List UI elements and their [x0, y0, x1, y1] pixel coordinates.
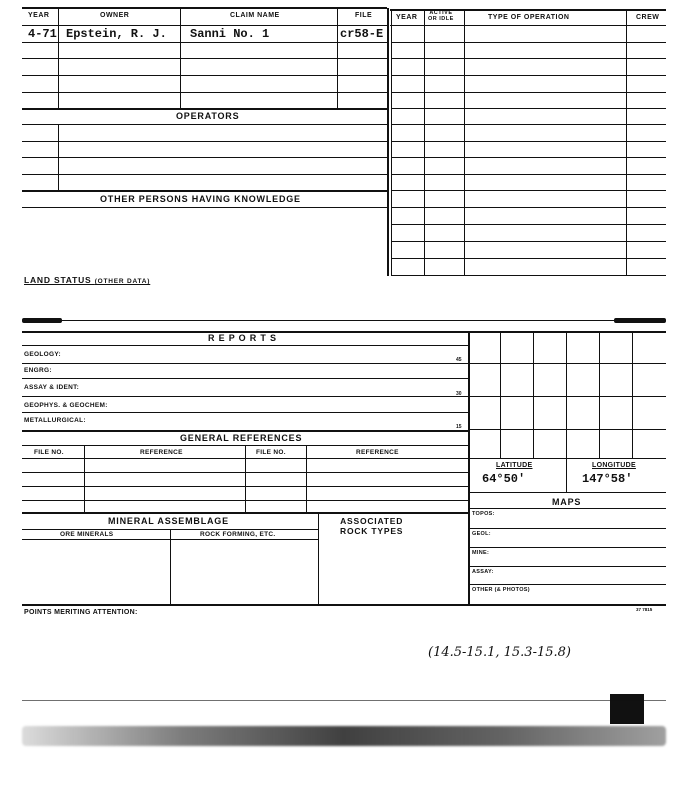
- row1-file: cr58-E: [340, 27, 384, 41]
- latitude-label: LATITUDE: [496, 462, 533, 469]
- header-crew: CREW: [636, 14, 660, 21]
- reports-heading: R E P O R T S: [208, 333, 277, 343]
- scan-noise-band: [22, 726, 666, 746]
- header-active-or-idle: [428, 10, 454, 22]
- rock-forming-label: ROCK FORMING, ETC.: [200, 531, 276, 538]
- gr-reference-1: REFERENCE: [140, 449, 183, 456]
- header-year: YEAR: [28, 12, 50, 19]
- rock-types-label: ROCK TYPES: [340, 526, 404, 536]
- header-owner: OWNER: [100, 12, 130, 19]
- header-file: FILE: [355, 12, 373, 19]
- row1-year: 4-71: [28, 27, 57, 41]
- handwritten-note: (14.5-15.1, 15.3-15.8): [428, 645, 571, 660]
- report-metallurgical: METALLURGICAL:: [24, 417, 86, 424]
- maps-topos: TOPOS:: [472, 511, 495, 517]
- land-status-sub-label: (OTHER DATA): [94, 278, 151, 285]
- header-year-2: YEAR: [396, 14, 418, 21]
- longitude-label: LONGITUDE: [592, 462, 636, 469]
- report-number-30: 30: [456, 391, 462, 397]
- points-meriting-attention-label: POINTS MERITING ATTENTION:: [24, 609, 138, 616]
- row1-owner: Epstein, R. J.: [66, 27, 167, 41]
- header-claim-name: CLAIM NAME: [230, 12, 280, 19]
- maps-mine: MINE:: [472, 550, 490, 556]
- maps-assay: ASSAY:: [472, 569, 494, 575]
- land-status-heading: [24, 275, 150, 285]
- general-references-heading: GENERAL REFERENCES: [180, 433, 303, 443]
- associated-rock-types-heading: [340, 516, 403, 536]
- ore-minerals-label: ORE MINERALS: [60, 531, 114, 538]
- maps-other: OTHER (& PHOTOS): [472, 587, 530, 593]
- land-status-label: LAND STATUS: [24, 275, 92, 285]
- gr-file-no-2: FILE NO.: [256, 449, 286, 456]
- header-active-label: ACTIVE: [429, 10, 453, 16]
- form-number: 37 7815: [636, 607, 653, 612]
- report-geology: GEOLOGY:: [24, 351, 61, 358]
- report-assay: ASSAY & IDENT:: [24, 384, 80, 391]
- mineral-assemblage-heading: MINERAL ASSEMBLAGE: [108, 516, 229, 526]
- maps-heading: MAPS: [552, 497, 582, 507]
- report-number-45: 45: [456, 357, 462, 363]
- gr-file-no-1: FILE NO.: [34, 449, 64, 456]
- report-engrg: ENGRG:: [24, 367, 52, 374]
- longitude-value: 147°58': [582, 472, 633, 486]
- header-or-idle-label: OR IDLE: [428, 16, 454, 22]
- latitude-value: 64°50': [482, 472, 526, 486]
- report-geophys: GEOPHYS. & GEOCHEM:: [24, 402, 108, 409]
- maps-geol: GEOL:: [472, 531, 491, 537]
- header-type-of-operation: TYPE OF OPERATION: [488, 14, 570, 21]
- row1-claim-name: Sanni No. 1: [190, 27, 270, 41]
- gr-reference-2: REFERENCE: [356, 449, 399, 456]
- black-square-mark: [610, 694, 644, 724]
- other-persons-heading: OTHER PERSONS HAVING KNOWLEDGE: [100, 194, 301, 204]
- report-number-15: 15: [456, 424, 462, 430]
- operators-heading: OPERATORS: [176, 111, 240, 121]
- associated-label: ASSOCIATED: [340, 516, 404, 526]
- land-status-band-right: [614, 318, 666, 323]
